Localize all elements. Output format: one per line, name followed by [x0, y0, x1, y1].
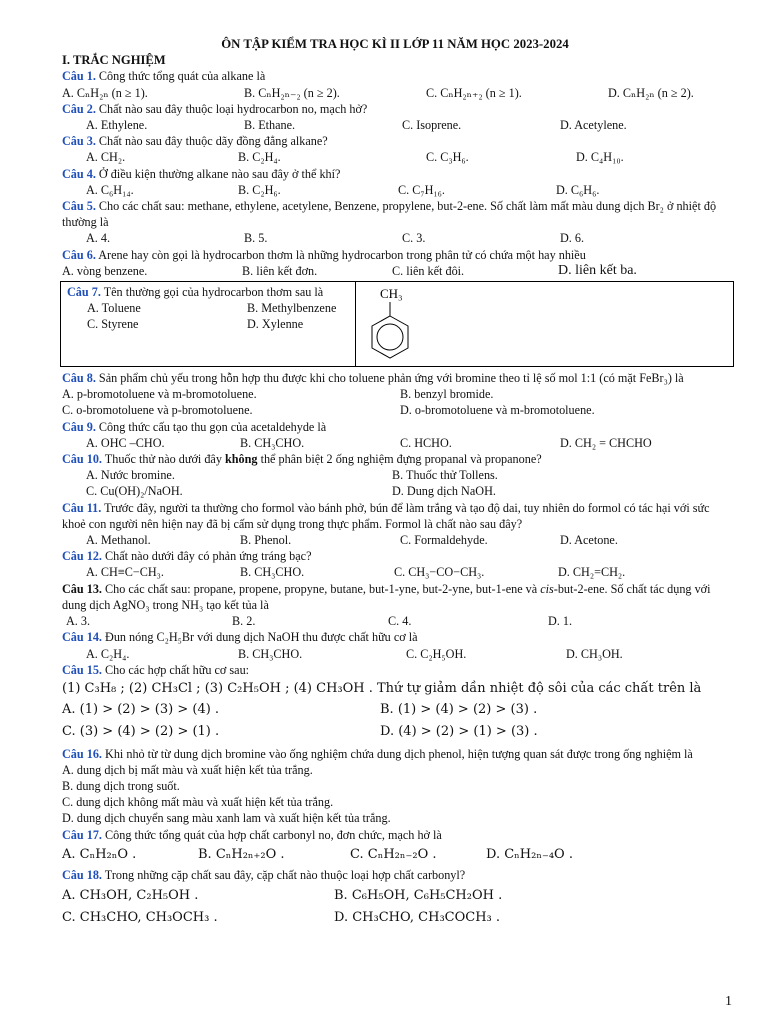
options-row — [62, 532, 728, 548]
question-18 — [62, 867, 728, 883]
question-text: Công thức tổng quát của hợp chất carbonyl no, đơn chức, mạch hở là — [105, 827, 442, 842]
exam-page — [62, 36, 728, 933]
question-label: Câu 3. — [62, 134, 96, 149]
option-a: A. 4. — [86, 231, 111, 246]
option-c: C. 3. — [402, 231, 426, 246]
question-label: Câu 5. — [62, 199, 96, 214]
option-d: D. o-bromotoluene và m-bromotoluene. — [400, 403, 595, 418]
question-text: Chất nào dưới đây có phản ứng tráng bạc? — [105, 549, 312, 564]
toluene-structure — [356, 282, 732, 366]
option-c: C. o-bromotoluene và p-bromotoluene. — [62, 403, 253, 418]
options-row — [62, 467, 728, 483]
option-c: C. C₂H₅OH. — [406, 646, 467, 661]
option-a: A. (1) > (2) > (3) > (4) . — [62, 702, 220, 718]
question-16 — [62, 746, 728, 762]
option-d: D. dung dịch chuyển sang màu xanh lam và xuất hiện kết tủa trắng. — [62, 811, 391, 826]
question-text: Trước đây, người ta thường cho formol vào bánh phở, bún để làm trắng và tạo độ dai, tuy nhiên do formol có tác hại với sức khoẻ con người nên hiện nay đã bị cấm sử dụng trong thực phẩm. Formol là chất nào sau đây? — [62, 500, 710, 531]
options-row — [62, 613, 728, 629]
option-c: C. HCHO. — [400, 435, 452, 450]
question-1 — [62, 68, 728, 84]
compound-list: (1) C₃H₈ ; (2) CH₃Cl ; (3) C₂H₅OH ; (4) CH₃OH . Thứ tự giảm dần nhiệt độ sôi của các chất trên là — [62, 680, 702, 696]
options-row — [62, 117, 728, 133]
option-c: C. Styrene — [87, 317, 139, 332]
option-d: D. 6. — [560, 231, 585, 246]
option-b: B. C₆H₅OH, C₆H₅CH₂OH . — [334, 888, 503, 904]
option-a: A. Methanol. — [86, 533, 151, 548]
options-row — [62, 263, 728, 279]
option-b: B. (1) > (4) > (2) > (3) . — [380, 702, 538, 718]
option-b: B. CₙH₂ₙ₋₂ (n ≥ 2). — [244, 85, 340, 100]
question-label: Câu 10. — [62, 452, 102, 467]
option-a: A. dung dịch bị mất màu và xuất hiện kết tủa trắng. — [62, 762, 313, 777]
question-text: Cho các hợp chất hữu cơ sau: — [105, 662, 250, 677]
question-emphasis: không — [224, 452, 258, 467]
question-11 — [62, 500, 728, 532]
options-row — [62, 435, 728, 451]
options-row — [62, 386, 728, 402]
option-b: B. Ethane. — [244, 118, 296, 133]
aromatic-circle — [377, 324, 403, 350]
question-label: Câu 7. — [67, 285, 101, 300]
option-b: B. C₂H₆. — [238, 182, 281, 197]
option-a: A. Ethylene. — [86, 118, 148, 133]
option-b: B. CH₃CHO. — [240, 565, 305, 580]
option-a: A. CH₃OH, C₂H₅OH . — [62, 888, 199, 904]
question-label: Câu 6. — [62, 247, 96, 262]
question-6 — [62, 247, 728, 263]
option-d: D. C₆H₆. — [556, 182, 600, 197]
question-label: Câu 1. — [62, 69, 96, 84]
question-3 — [62, 133, 728, 149]
options-row — [62, 149, 728, 165]
option-c: C. Cu(OH)₂/NaOH. — [86, 484, 183, 499]
options-row — [62, 483, 728, 499]
option-c: C. dung dịch không mất màu và xuất hiện kết tủa trắng. — [62, 795, 334, 810]
option-d: D. Xylenne — [247, 317, 304, 332]
options-row — [62, 702, 728, 718]
option-b: B. benzyl bromide. — [400, 387, 494, 402]
question-text: Trong những cặp chất sau đây, cặp chất nào thuộc loại hợp chất carbonyl? — [104, 867, 466, 882]
question-7-text-cell — [60, 281, 356, 367]
option-d: D. C₄H₁₀. — [576, 150, 624, 165]
option-b: B. 2. — [232, 614, 256, 629]
options-row — [67, 300, 349, 316]
option-c: C. C₇H₁₆. — [398, 182, 445, 197]
option-d: D. Dung dịch NaOH. — [392, 484, 496, 499]
option-d: D. CₙH₂ₙ₋₄O . — [486, 846, 573, 862]
option-a: A. Toluene — [87, 301, 141, 316]
option-a: A. CₙH₂ₙ (n ≥ 1). — [62, 85, 148, 100]
option-a: A. C₆H₁₄. — [86, 182, 134, 197]
question-label: Câu 15. — [62, 662, 102, 677]
options-row — [62, 888, 728, 904]
option-c: C. C₃H₆. — [426, 150, 469, 165]
option-c: C. (3) > (4) > (2) > (1) . — [62, 724, 220, 740]
question-text-tail: -but-2-ene. Số chất tác dụng với dung dịch AgNO₃ trong NH₃ tạo kết tủa là — [62, 581, 711, 612]
option-a: A. OHC –CHO. — [86, 435, 165, 450]
question-15 — [62, 662, 728, 678]
question-text: Chất nào sau đây thuộc dãy đồng đẳng alkane? — [98, 134, 328, 149]
question-text: Sản phẩm chủ yếu trong hỗn hợp thu được khi cho toluene phản ứng với bromine theo tỉ lệ số mol 1:1 (có mặt FeBr₃) là — [98, 371, 684, 386]
option-d: D. (4) > (2) > (1) > (3) . — [380, 724, 538, 740]
option-c: C. 4. — [388, 614, 412, 629]
option-d: D. Acetylene. — [560, 118, 627, 133]
question-text: Ở điều kiện thường alkane nào sau đây ở thể khí? — [98, 166, 341, 181]
option-b: B. Methylbenzene — [247, 301, 337, 316]
option-b: B. CH₃CHO. — [240, 435, 305, 450]
option-a: A. CH≡C−CH₃. — [86, 565, 164, 580]
option-c: C. CH₃−CO−CH₃. — [394, 565, 485, 580]
question-4 — [62, 166, 728, 182]
option-d: D. 1. — [548, 614, 573, 629]
question-label: Câu 8. — [62, 371, 96, 386]
question-text: Chất nào sau đây thuộc loại hydrocarbon no, mạch hở? — [98, 101, 368, 116]
question-text: Arene hay còn gọi là hydrocarbon thơm là những hydrocarbon trong phân tử có chứa một hay nhiều — [98, 247, 586, 262]
option-a: A. vòng benzene. — [62, 263, 148, 278]
option-d: D. CH₃OH. — [566, 646, 623, 661]
options-row — [62, 910, 728, 926]
option-d: D. CₙH₂ₙ (n ≥ 2). — [608, 85, 694, 100]
option-a: A. CH₂. — [86, 150, 126, 165]
question-9 — [62, 419, 728, 435]
option-b: B. CₙH₂ₙ₊₂O . — [198, 846, 285, 862]
question-2 — [62, 101, 728, 117]
question-text: Cho các chất sau: propane, propene, propyne, butane, but-1-yne, but-2-yne, but-1-ene và — [105, 581, 541, 596]
options-row — [67, 316, 349, 332]
option-c: C. CₙH₂ₙ₊₂ (n ≥ 1). — [426, 85, 522, 100]
question-label: Câu 18. — [62, 867, 102, 882]
question-10 — [62, 451, 728, 467]
question-13 — [62, 581, 728, 613]
question-7-box — [60, 281, 736, 369]
options-row — [62, 564, 728, 580]
question-17 — [62, 827, 728, 843]
question-label: Câu 9. — [62, 419, 96, 434]
question-text: Đun nóng C₂H₅Br với dung dịch NaOH thu được chất hữu cơ là — [105, 630, 418, 645]
page-title: ÔN TẬP KIỂM TRA HỌC KÌ II LỚP 11 NĂM HỌC 2023-2024 — [221, 37, 569, 51]
option-d: D. CH₂=CH₂. — [558, 565, 626, 580]
question-text: Công thức cấu tạo thu gọn của acetaldehyde là — [98, 419, 327, 434]
question-text: Khi nhỏ từ từ dung dịch bromine vào ống nghiệm chứa dung dịch phenol, hiện tượng quan sát được trong ống nghiệm là — [105, 746, 693, 761]
option-a: A. Nước bromine. — [86, 468, 175, 483]
option-b: B. 5. — [244, 231, 268, 246]
option-a: A. C₂H₄. — [86, 646, 130, 661]
options-row — [62, 847, 728, 863]
question-14 — [62, 629, 728, 645]
question-text: Cho các chất sau: methane, ethylene, acetylene, Benzene, propylene, but-2-ene. Số chất làm mất màu dung dịch Br₂ ở nhiệt độ thường là — [62, 199, 717, 230]
options-row — [62, 85, 728, 101]
option-d: D. liên kết ba. — [558, 262, 637, 278]
question-text: Thuốc thử nào dưới đây — [104, 452, 225, 467]
question-text: Tên thường gọi của hydrocarbon thơm sau là — [103, 285, 324, 300]
question-label: Câu 2. — [62, 101, 96, 116]
option-c: C. Isoprene. — [402, 118, 462, 133]
options-row — [62, 230, 728, 246]
question-label: Câu 13. — [62, 581, 102, 596]
question-italic: cis — [540, 581, 554, 596]
option-c: C. CH₃CHO, CH₃OCH₃ . — [62, 910, 218, 926]
options-row — [62, 724, 728, 740]
question-label: Câu 14. — [62, 630, 102, 645]
option-a: A. 3. — [66, 614, 91, 629]
option-d: D. CH₂ = CHCHO — [560, 435, 652, 450]
question-label: Câu 16. — [62, 746, 102, 761]
options-row — [62, 402, 728, 418]
option-b: B. liên kết đơn. — [242, 263, 318, 278]
option-b: B. CH₃CHO. — [238, 646, 303, 661]
ch3-label: CH₃ — [380, 286, 403, 302]
section-heading: I. TRẮC NGHIỆM — [62, 53, 166, 68]
options-row — [62, 646, 728, 662]
question-5 — [62, 198, 728, 230]
question-12 — [62, 548, 728, 564]
option-c: C. liên kết đôi. — [392, 263, 465, 278]
question-8 — [62, 370, 728, 386]
option-c: C. CₙH₂ₙ₋₂O . — [350, 846, 437, 862]
page-number: 1 — [725, 993, 732, 1009]
options-row — [62, 182, 728, 198]
option-b: B. Phenol. — [240, 533, 292, 548]
option-a: A. CₙH₂ₙO . — [62, 846, 137, 862]
question-label: Câu 12. — [62, 549, 102, 564]
option-b: B. C₂H₄. — [238, 150, 281, 165]
option-a: A. p-bromotoluene và m-bromotoluene. — [62, 387, 257, 402]
option-b: B. dung dịch trong suốt. — [62, 778, 180, 793]
question-label: Câu 11. — [62, 500, 102, 515]
question-label: Câu 4. — [62, 166, 96, 181]
option-d: D. CH₃CHO, CH₃COCH₃ . — [334, 910, 501, 926]
question-label: Câu 17. — [62, 827, 102, 842]
question-7-figure-cell — [356, 281, 734, 367]
question-text: Công thức tổng quát của alkane là — [98, 69, 266, 84]
question-text-tail: thể phân biệt 2 ống nghiệm đựng propanal và propanone? — [257, 452, 542, 467]
option-d: D. Acetone. — [560, 533, 618, 548]
option-c: C. Formaldehyde. — [400, 533, 488, 548]
option-b: B. Thuốc thử Tollens. — [392, 468, 498, 483]
